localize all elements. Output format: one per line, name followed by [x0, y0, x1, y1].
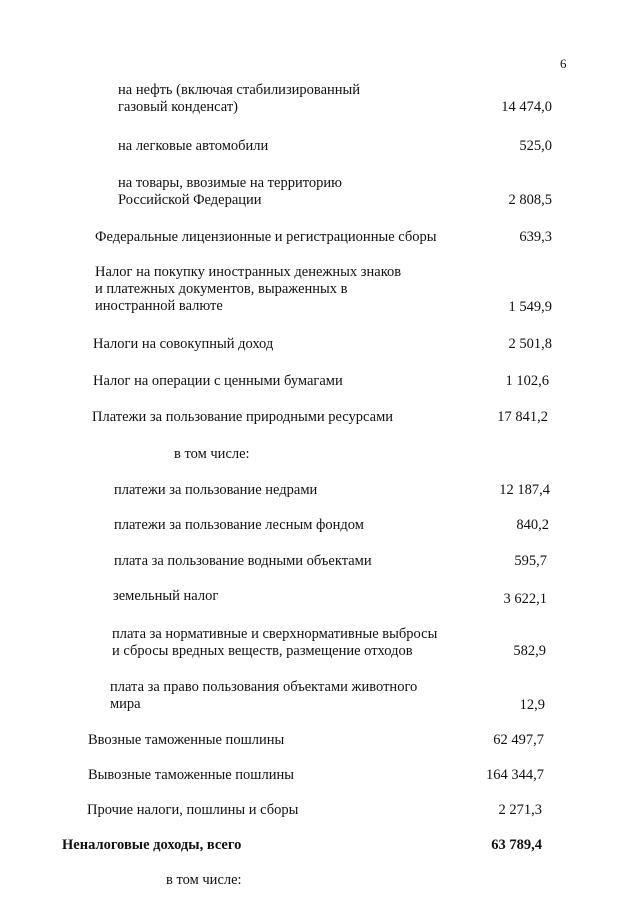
row-label-line: Российской Федерации [118, 192, 262, 208]
row-label [95, 229, 437, 246]
row-label [113, 588, 218, 605]
row-value: 1 102,6 [505, 373, 549, 389]
row-label-line: плата за право пользования объектами животного [110, 679, 418, 695]
row-value: 17 841,2 [497, 409, 548, 425]
row-label [114, 553, 372, 570]
row-label-line: на нефть (включая стабилизированный [118, 82, 361, 98]
row-label-line: на товары, ввозимые на территорию [118, 175, 342, 191]
row-label-line: иностранной валюте [95, 298, 223, 314]
row-label [166, 872, 242, 889]
row-value: 639,3 [519, 229, 552, 245]
row-label-line: Налоги на совокупный доход [93, 336, 274, 352]
row-label-line: Федеральные лицензионные и регистрационные сборы [95, 229, 437, 245]
row-label [114, 517, 364, 534]
row-value: 63 789,4 [491, 837, 542, 853]
row-label [93, 336, 273, 353]
row-label [62, 837, 241, 854]
row-label-line: мира [110, 696, 141, 712]
row-label-line: Платежи за пользование природными ресурсами [92, 409, 394, 425]
row-value: 164 344,7 [486, 767, 544, 783]
row-label [118, 175, 342, 209]
row-label-line: и платежных документов, выраженных в [95, 281, 348, 297]
row-label-line: в том числе: [174, 446, 250, 462]
page-number: 6 [560, 56, 567, 71]
row-label [114, 482, 317, 499]
row-label [95, 264, 401, 315]
row-label-line: платежи за пользование лесным фондом [114, 517, 364, 533]
row-label [88, 732, 284, 749]
row-value: 582,9 [513, 643, 546, 659]
row-label [92, 409, 393, 426]
row-label-line: Вывозные таможенные пошлины [88, 767, 294, 783]
row-label-line: Налог на покупку иностранных денежных знаков [95, 264, 402, 280]
row-label [174, 446, 250, 463]
row-label-line: Налог на операции с ценными бумагами [93, 373, 343, 389]
row-label-line: платежи за пользование недрами [114, 482, 318, 498]
row-label [118, 82, 360, 116]
row-value: 12 187,4 [499, 482, 550, 498]
row-value: 840,2 [516, 517, 549, 533]
row-label-line: земельный налог [113, 588, 219, 604]
row-label [118, 138, 268, 155]
row-label-line: плата за нормативные и сверхнормативные выбросы [112, 626, 438, 642]
row-label [112, 626, 437, 660]
row-label-line: плата за пользование водными объектами [114, 553, 372, 569]
row-label-line: газовый конденсат) [118, 99, 238, 115]
row-value: 1 549,9 [508, 299, 552, 315]
row-label-line: на легковые автомобили [118, 138, 269, 154]
row-label [110, 679, 417, 713]
row-label [88, 767, 294, 784]
row-label-line: в том числе: [166, 872, 242, 888]
row-label [87, 802, 298, 819]
row-value: 12,9 [519, 697, 545, 713]
row-label-line: Ввозные таможенные пошлины [88, 732, 285, 748]
row-label-line: и сбросы вредных веществ, размещение отходов [112, 643, 413, 659]
row-value: 2 808,5 [508, 192, 552, 208]
row-value: 3 622,1 [503, 591, 547, 607]
row-value: 525,0 [519, 138, 552, 154]
row-label-line: Прочие налоги, пошлины и сборы [87, 802, 299, 818]
row-label-line: Неналоговые доходы, всего [62, 837, 242, 853]
row-value: 14 474,0 [501, 99, 552, 115]
row-label [93, 373, 343, 390]
row-value: 2 271,3 [498, 802, 542, 818]
row-value: 2 501,8 [508, 336, 552, 352]
row-value: 62 497,7 [493, 732, 544, 748]
row-value: 595,7 [514, 553, 547, 569]
